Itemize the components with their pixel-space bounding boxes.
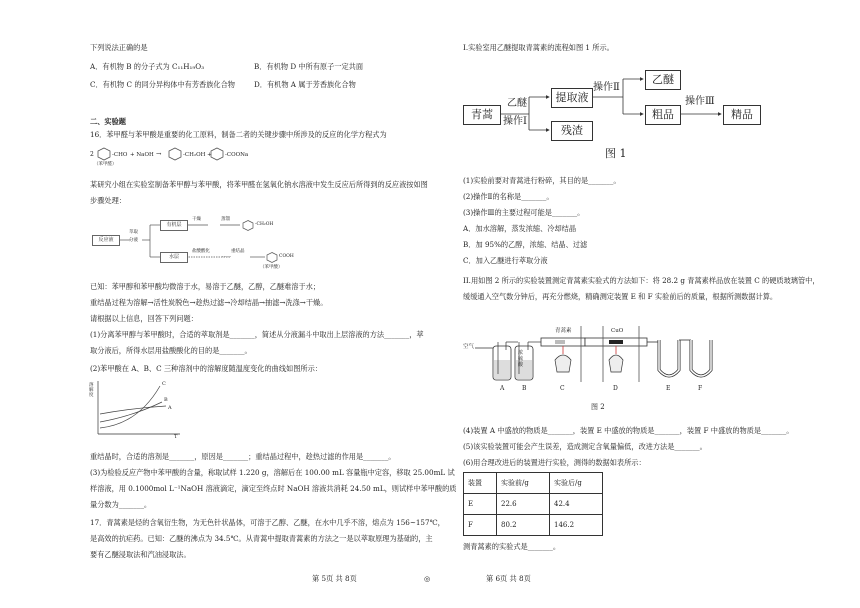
flow-step-separate: 分液: [129, 238, 138, 243]
figure-2-apparatus: [463, 320, 723, 415]
question-1b: 取分液后，所得水层用盐酸酸化的目的是_______。: [90, 346, 252, 355]
known-2: 重结晶过程为溶解→活性炭脱色→趁热过滤→冷却结晶→抽滤→洗涤→干燥。: [90, 298, 328, 307]
label-conc-acid: 硫: [518, 356, 524, 362]
reaction-equation: [90, 146, 260, 168]
question-3b: 样溶液，用 0.1000mol L⁻¹NaOH 溶液滴定，滴定至终点时 NaOH 溶液共消耗 24.50 mL，则试样中苯甲酸的质: [90, 484, 457, 493]
section-ii-a: II.用如图 2 所示的实验装置测定青蒿素实验式的方法如下：将 28.2 g 青蒿素样品放在装置 C 的硬质玻璃管中，: [463, 276, 820, 285]
table-row: [464, 494, 603, 515]
box-extract: 提取液: [551, 88, 593, 108]
box-ether-out: 乙醚: [645, 70, 681, 90]
q16-intro: 16．苯甲醛与苯甲酸是重要的化工原料，制备二者的关键步骤中所涉及的反应的化学方程式为: [90, 130, 387, 139]
equation-label: （苯甲醛）: [94, 162, 117, 167]
label-ether-in: 乙醚: [507, 98, 527, 109]
equation-aldehyde-group: -CHO: [112, 152, 128, 158]
curve-label-a: A: [168, 405, 172, 411]
question-stem: 下列说法正确的是: [90, 43, 148, 52]
box-pure: 精品: [723, 105, 761, 125]
label-apparatus-b: B: [522, 385, 527, 392]
curve-label-c: C: [162, 381, 166, 387]
question-17b: 是高效的抗疟药。已知：乙醚的沸点为 34.5℃。从青蒿中提取青蒿素的方法之一是以萃取原理为基础的，主: [90, 534, 433, 543]
graph-ylabel: 度: [89, 393, 94, 398]
question-2: (2)苯甲酸在 A、B、C 三种溶剂中的溶解度随温度变化的曲线如图所示：: [90, 364, 322, 373]
label-apparatus-a: A: [500, 385, 505, 392]
question-3a: (3)为检验反应产物中苯甲酸的含量，称取试样 1.220 g，溶解后在 100.00 mL 容量瓶中定容，移取 25.00mL 试: [90, 468, 455, 477]
table-cell: F: [464, 515, 497, 536]
right-page: [430, 0, 860, 608]
r-question-5: (5)该实验装置可能会产生误差，造成测定含氧量偏低，改进方法是_______。: [463, 442, 707, 451]
table-cell: 22.6: [497, 494, 550, 515]
known-1: 已知：苯甲醇和苯甲酸均微溶于水，易溶于乙醚，乙醇，乙醚难溶于水；: [90, 282, 321, 291]
r-option-c: C．加入乙醚进行萃取分液: [463, 256, 548, 265]
option-d: D．有机物 A 属于芳香族化合物: [254, 80, 356, 89]
question-2b: 重结晶时，合适的溶剂是_______，原因是_______；重结晶过程中，趁热过滤的作用是_______。: [90, 452, 396, 461]
equation-arrow: →: [156, 150, 162, 158]
table-row: [464, 515, 603, 536]
curve-label-b: B: [164, 397, 168, 403]
table-cell: 80.2: [497, 515, 550, 536]
graph-ylabel: 解: [89, 388, 94, 393]
question-17a: 17．青蒿素是烃的含氧衍生物，为无色针状晶体，可溶于乙醇、乙醚，在水中几乎不溶，熔点为 156~157℃，: [90, 518, 445, 527]
flow-product-acid: COOH: [279, 254, 294, 259]
r-option-b: B．加 95%的乙醇，浓缩、结晶、过滤: [463, 240, 588, 249]
table-header-cell: 实验后/g: [550, 473, 603, 494]
benzene-ring-icon: [242, 220, 254, 231]
flow-step-extract: 萃取: [129, 230, 138, 235]
paragraph-1: 某研究小组在实验室制备苯甲醇与苯甲酸，将苯甲醛在氢氧化钠水溶液中发生反应后所得到的反应液按如图: [90, 180, 428, 189]
figure-1-flowchart: [463, 62, 773, 166]
r-question-3: (3)操作Ⅲ的主要过程可能是_______。: [463, 208, 585, 217]
question-17c: 要有乙醚浸取法和汽油浸取法。: [90, 550, 191, 559]
benzene-ring-icon: [209, 147, 225, 161]
r-question-6: (6)用合理改进后的装置进行实验，测得的数据如表所示：: [463, 458, 646, 467]
box-residue: 残渣: [551, 121, 593, 141]
figure-1-caption: 图 1: [605, 147, 627, 160]
flow-ellipsis: ……: [222, 254, 231, 259]
box-qinghao: 青蒿: [463, 105, 501, 125]
flow-organic-layer: 有机层: [160, 220, 188, 231]
option-c: C．有机物 C 的同分异构体中有芳香族化合物: [90, 80, 235, 89]
flow-aqueous-layer: 水层: [160, 252, 188, 263]
benzene-ring-icon: [96, 147, 112, 161]
equation-product-salt: -COONa: [225, 152, 249, 158]
r-option-a: A．加水溶解，蒸发浓缩、冷却结晶: [463, 224, 577, 233]
benzene-ring-icon: [167, 147, 183, 161]
ask-line: 请根据以上信息，回答下列问题：: [90, 314, 198, 323]
binding-hole-icon: ◎: [424, 574, 431, 583]
flow-step-acidify: 盐酸酸化: [192, 249, 210, 254]
flow-product-alcohol: -CH₂OH: [255, 222, 274, 227]
box-crude: 粗品: [645, 105, 681, 125]
r-question-1: (1)实验前要对青蒿进行粉碎，其目的是_______。: [463, 176, 621, 185]
flow-label-benzoic: （苯甲酸）: [260, 265, 283, 270]
flow-step-dry: 干燥: [192, 217, 201, 222]
table-cell: E: [464, 494, 497, 515]
label-operation-1: 操作Ⅰ: [503, 116, 527, 127]
label-operation-3: 操作Ⅲ: [685, 96, 715, 107]
equation-product-alcohol: -CH₂OH +: [183, 152, 212, 158]
figure-2-caption: 图 2: [591, 403, 605, 411]
label-operation-2: 操作Ⅱ: [593, 82, 620, 93]
graph-xlabel: T: [174, 434, 178, 440]
equation-coefficient: 2: [90, 151, 94, 158]
option-a: A．有机物 B 的分子式为 C₁₁H₁₉O₃: [90, 62, 205, 71]
page-number-left: 第 5页 共 8页: [312, 574, 357, 583]
benzene-ring-icon: [266, 252, 278, 263]
paragraph-1b: 步骤处理：: [90, 196, 126, 205]
table-header-cell: 装置: [464, 473, 497, 494]
solubility-graph: [88, 378, 188, 440]
r-question-7: 测青蒿素的实验式是_______。: [463, 542, 561, 551]
data-table: [463, 472, 603, 536]
r-question-4: (4)装置 A 中盛放的物质是_______，装置 E 中盛放的物质是_______，装置 F 中盛放的物质是_______。: [463, 426, 794, 435]
label-conc-acid: 浓: [518, 350, 524, 356]
table-cell: 42.4: [550, 494, 603, 515]
label-apparatus-e: E: [666, 385, 671, 392]
label-air: 空气: [463, 344, 475, 350]
flow-step-recrystallize: 重结晶: [231, 249, 245, 254]
equation-naoh: + NaOH: [130, 152, 154, 158]
label-conc-acid: 酸: [518, 362, 524, 368]
table-cell: 146.2: [550, 515, 603, 536]
label-apparatus-d: D: [613, 385, 618, 392]
section-title: 二、实验题: [90, 117, 126, 126]
table-header-row: [464, 473, 603, 494]
page-number-right: 第 6页 共 8页: [486, 574, 531, 583]
label-cuo: CuO: [611, 328, 624, 334]
flow-start-box: 反应液: [92, 235, 120, 246]
section-i-intro: I.实验室用乙醚提取青蒿素的流程如图 1 所示。: [463, 43, 614, 52]
question-1a: (1)分离苯甲醇与苯甲酸时，合适的萃取剂是_______，简述从分液漏斗中取出上层溶液的方法_______，萃: [90, 330, 424, 339]
label-sample: 青蒿素: [555, 328, 572, 334]
r-question-2: (2)操作Ⅱ的名称是_______。: [463, 192, 554, 201]
flow-step-distill: 蒸馏: [221, 217, 230, 222]
label-apparatus-f: F: [698, 385, 703, 392]
question-3c: 量分数为_______。: [90, 500, 152, 509]
graph-axes-curves: [88, 378, 188, 440]
option-b: B．有机物 D 中所有原子一定共面: [254, 62, 364, 71]
table-header-cell: 实验前/g: [497, 473, 550, 494]
separation-flowchart: [90, 216, 294, 276]
section-ii-b: 缓缓通入空气数分钟后，再充分燃烧，精确测定装置 E 和 F 实验前后的质量，根据所测数据计算。: [463, 292, 778, 301]
label-apparatus-c: C: [560, 385, 565, 392]
graph-ylabel: 溶: [89, 383, 94, 388]
